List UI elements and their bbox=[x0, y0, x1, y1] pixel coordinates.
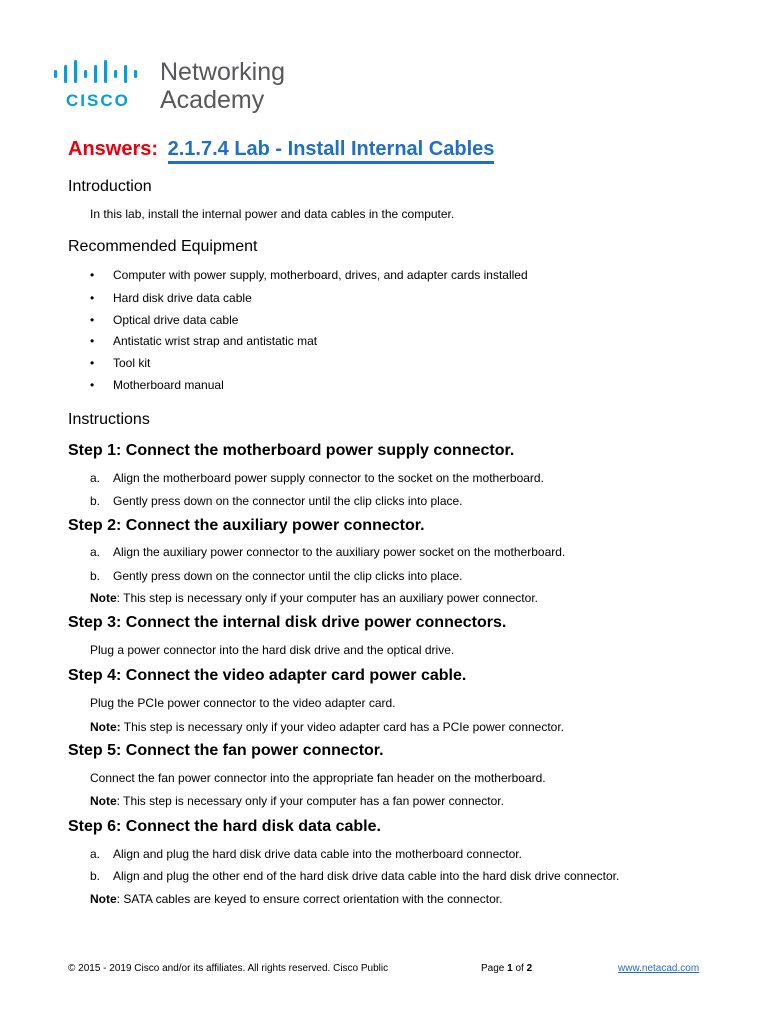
step1-item-b: b. Gently press down on the connector until the clip clicks into place. bbox=[90, 494, 463, 508]
step2-item-a: a. Align the auxiliary power connector to the auxiliary power socket on the motherboard. bbox=[90, 545, 566, 559]
equipment-item: • Motherboard manual bbox=[90, 378, 224, 392]
step2-item-b: b. Gently press down on the connector until the clip clicks into place. bbox=[90, 569, 463, 583]
intro-text: In this lab, install the internal power and data cables in the computer. bbox=[90, 207, 455, 221]
bullet-icon: • bbox=[90, 356, 95, 370]
footer-copyright: © 2015 - 2019 Cisco and/or its affiliates. All rights reserved. Cisco Public bbox=[68, 963, 389, 974]
step3-text: Plug a power connector into the hard disk drive and the optical drive. bbox=[90, 643, 455, 657]
step1-item-a: a. Align the motherboard power supply connector to the socket on the motherboard. bbox=[90, 471, 544, 485]
bullet-icon: • bbox=[90, 291, 95, 305]
equipment-item: • Computer with power supply, motherboard, drives, and adapter cards installed bbox=[90, 268, 528, 282]
bullet-icon: • bbox=[90, 378, 95, 392]
step3-title: Step 3: Connect the internal disk drive power connectors. bbox=[68, 614, 507, 631]
brand-networking: Networking bbox=[160, 58, 286, 86]
step5-title: Step 5: Connect the fan power connector. bbox=[68, 742, 384, 759]
equipment-item: • Optical drive data cable bbox=[90, 313, 239, 327]
cisco-bars-logo-icon bbox=[53, 60, 143, 84]
title-prefix: Answers: bbox=[68, 138, 159, 160]
bullet-icon: • bbox=[90, 313, 95, 327]
step4-note: Note: This step is necessary only if your video adapter card has a PCIe power connector. bbox=[90, 720, 565, 734]
intro-heading: Introduction bbox=[68, 178, 152, 195]
equipment-heading: Recommended Equipment bbox=[68, 238, 258, 255]
step5-text: Connect the fan power connector into the appropriate fan header on the motherboard. bbox=[90, 771, 546, 785]
step6-item-a: a. Align and plug the hard disk drive data cable into the motherboard connector. bbox=[90, 847, 522, 861]
step6-item-b: b. Align and plug the other end of the hard disk drive data cable into the hard disk drive connector. bbox=[90, 869, 620, 883]
step2-note: Note: This step is necessary only if your computer has an auxiliary power connector. bbox=[90, 591, 538, 605]
cisco-wordmark: CISCO bbox=[66, 91, 130, 110]
equipment-item: • Tool kit bbox=[90, 356, 151, 370]
brand-academy: Academy bbox=[160, 86, 265, 114]
step2-title: Step 2: Connect the auxiliary power connector. bbox=[68, 517, 425, 534]
equipment-item: • Hard disk drive data cable bbox=[90, 291, 252, 305]
bullet-icon: • bbox=[90, 268, 95, 282]
page-title bbox=[68, 138, 494, 161]
step4-text: Plug the PCIe power connector to the video adapter card. bbox=[90, 696, 396, 710]
step5-note: Note: This step is necessary only if your computer has a fan power connector. bbox=[90, 794, 504, 808]
footer-page-number: Page 1 of 2 bbox=[481, 963, 533, 974]
step4-title: Step 4: Connect the video adapter card power cable. bbox=[68, 667, 467, 684]
equipment-item: • Antistatic wrist strap and antistatic mat bbox=[90, 334, 318, 348]
bullet-icon: • bbox=[90, 334, 95, 348]
step6-note: Note: SATA cables are keyed to ensure correct orientation with the connector. bbox=[90, 892, 503, 906]
instructions-heading: Instructions bbox=[68, 411, 150, 428]
step1-title: Step 1: Connect the motherboard power supply connector. bbox=[68, 442, 515, 459]
footer-netacad-link[interactable]: www.netacad.com bbox=[618, 963, 700, 974]
title-link[interactable]: 2.1.7.4 Lab - Install Internal Cables bbox=[168, 138, 495, 164]
step6-title: Step 6: Connect the hard disk data cable. bbox=[68, 818, 381, 835]
